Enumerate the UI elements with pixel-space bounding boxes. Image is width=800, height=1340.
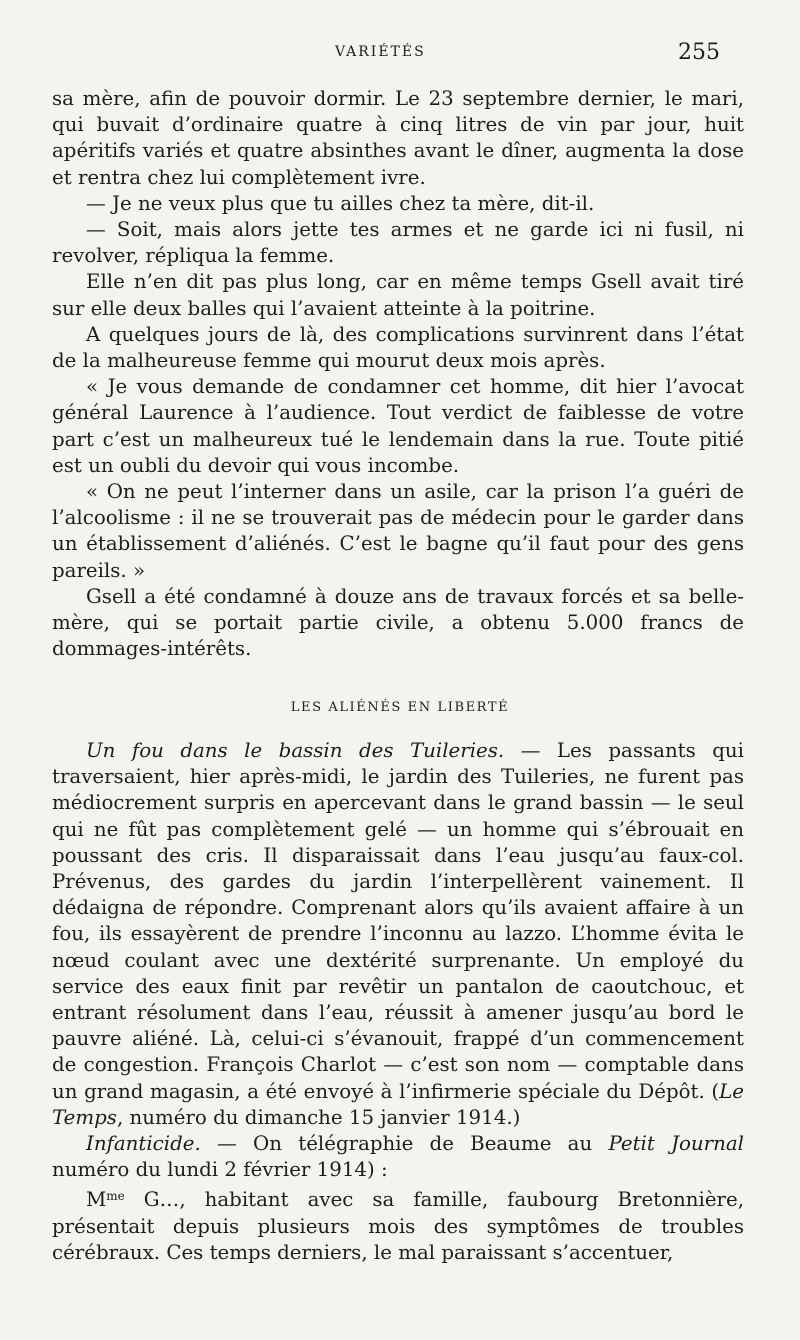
- paragraph: Gsell a été condamné à douze ans de travaux forcés et sa belle-mère, qui se portait partie civile, a obtenu 5.000 francs de dommages-intérêts.: [52, 584, 744, 661]
- source-date: , numéro du dimanche 15 janvier 1914.): [116, 1105, 521, 1129]
- paragraph: « On ne peut l’interner dans un asile, car la prison l’a guéri de l’alcoolisme : il ne se trouverait pas de médecin pour le garder dans un établissement d’aliénés. C’est le bagne qu’il faut pour des gens pareils. »: [52, 480, 744, 582]
- honorific: M: [86, 1188, 107, 1212]
- text-block-top: [52, 86, 744, 662]
- source-name: Petit Journal: [608, 1132, 744, 1156]
- source-name: Le Temps: [52, 1079, 744, 1129]
- article-text: — On télégraphie de Beaume au: [200, 1132, 609, 1156]
- article-title: Infanticide.: [86, 1132, 201, 1156]
- paragraph: — Soit, mais alors jette tes armes et ne garde ici ni fusil, ni revolver, répliqua la femme.: [52, 218, 744, 268]
- paragraph-infanticide: [52, 1131, 744, 1183]
- section-heading: LES ALIÉNÉS EN LIBERTÉ: [290, 700, 510, 715]
- paragraph-mme-g: [52, 1183, 744, 1266]
- source-date: numéro du lundi 2 février 1914) :: [52, 1158, 388, 1182]
- paragraph: « Je vous demande de condamner cet homme, dit hier l’avocat général Laurence à l’audience. Tout verdict de faiblesse de votre part c’est un malheureux tué le lendemain dans la rue. Toute pitié est un oubli du devoir qui vous incombe.: [52, 375, 744, 477]
- article-title: Un fou dans le bassin des Tuileries.: [86, 739, 505, 762]
- paragraph-tuileries: [52, 738, 744, 1131]
- running-head: VARIÉTÉS: [335, 44, 426, 60]
- paragraph: A quelques jours de là, des complications survinrent dans l’état de la malheureuse femme qui mourut deux mois après.: [52, 322, 744, 373]
- page-number: 255: [678, 40, 720, 65]
- honorific-superscript: me: [106, 1189, 125, 1204]
- article-text: — Les passants qui traversaient, hier après-midi, le jardin des Tuileries, ne furent pas médiocrement surpris en apercevant dans le grand bassin — le seul qui ne fût pas complètement gelé — un homme qui s’ébrouait en poussant des cris. Il disparaissait dans l’eau jusqu’au faux-col. Prévenus, des gardes du jardin l’interpellèrent vainement. Il dédaigna de répondre. Comprenant alors qu’ils avaient affaire à un fou, ils essayèrent de prendre l’inconnu au lazzo. L’homme évita le nœud coulant avec une dextérité surprenante. Un employé du service des eaux finit par revêtir un pantalon de caoutchouc, et entrant résolument dans l’eau, réussit à amener jusqu’au bord le pauvre aliéné. Là, celui-ci s’évanouit, frappé d’un commencement de congestion. François Charlot — c’est son nom — comptable dans un grand magasin, a été envoyé à l’infirmerie spéciale du Dépôt. (: [52, 739, 744, 1103]
- article-text: G…, habitant avec sa famille, faubourg Bretonnière, présentait depuis plusieurs mois des symptômes de troubles cérébraux. Ces temps derniers, le mal paraissant s’accentuer,: [52, 1188, 744, 1264]
- paragraph: Elle n’en dit pas plus long, car en même temps Gsell avait tiré sur elle deux balles qui l’avaient atteinte à la poitrine.: [52, 270, 744, 320]
- paragraph: — Je ne veux plus que tu ailles chez ta mère, dit-il.: [86, 191, 595, 215]
- text-block-bottom: [52, 738, 744, 1266]
- paragraph: sa mère, afin de pouvoir dormir. Le 23 septembre dernier, le mari, qui buvait d’ordinaire quatre à cinq litres de vin par jour, huit apéritifs variés et quatre absinthes avant le dîner, augmenta la dose et rentra chez lui complètement ivre.: [52, 87, 744, 189]
